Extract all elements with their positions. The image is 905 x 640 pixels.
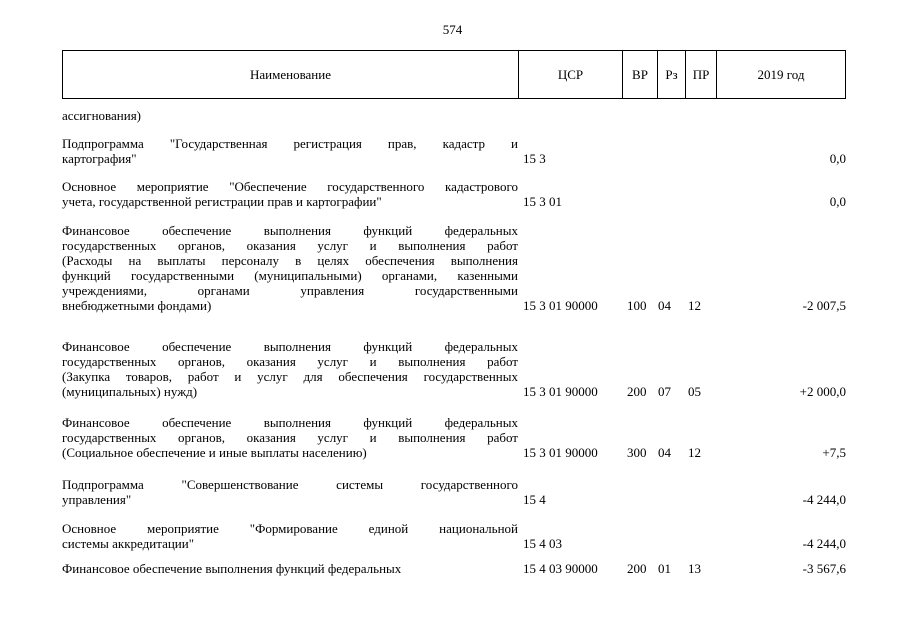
table-row	[62, 561, 846, 576]
row-csr: 15 4 03	[523, 536, 562, 551]
header-csr: ЦСР	[519, 51, 623, 98]
row-csr: 15 3 01 90000	[523, 298, 598, 313]
row-amount: 0,0	[829, 194, 846, 209]
row-amount: -2 007,5	[802, 298, 846, 313]
row-amount: -3 567,6	[802, 561, 846, 576]
row-pr: 12	[688, 445, 701, 460]
row-name-line: (муниципальных) нужд)	[62, 384, 198, 399]
row-name	[62, 415, 518, 460]
row-rz: 04	[658, 298, 671, 313]
row-vr: 200	[627, 561, 647, 576]
row-name-line: Финансовое обеспечение выполнения функций федеральных	[62, 339, 518, 354]
row-amount: +2 000,0	[799, 384, 846, 399]
row-vr: 300	[627, 445, 647, 460]
row-pr: 13	[688, 561, 701, 576]
header-year: 2019 год	[757, 66, 805, 82]
table-row	[62, 477, 846, 507]
row-name-line: (Социальное обеспечение и иные выплаты населению)	[62, 445, 367, 460]
row-name	[62, 179, 518, 209]
row-amount: -4 244,0	[802, 492, 846, 507]
row-name-line: Финансовое обеспечение выполнения функций федеральных	[62, 223, 518, 238]
row-name-line: внебюджетными фондами)	[62, 298, 212, 313]
row-name	[62, 136, 518, 166]
row-csr: 15 3 01 90000	[523, 384, 598, 399]
row-vr: 100	[627, 298, 647, 313]
row-name-line: государственных органов, оказания услуг и выполнения работ	[62, 430, 518, 445]
row-amount: +7,5	[822, 445, 846, 460]
row-name	[62, 223, 518, 313]
table-row	[62, 415, 846, 460]
row-name-line: Основное мероприятие "Формирование единой национальной	[62, 521, 518, 536]
row-csr: 15 4	[523, 492, 546, 507]
row-csr: 15 3 01 90000	[523, 445, 598, 460]
row-csr: 15 4 03 90000	[523, 561, 598, 576]
row-name-line: (Закупка товаров, работ и услуг для обеспечения государственных	[62, 369, 518, 384]
header-pr: ПР	[686, 51, 717, 98]
row-rz: 04	[658, 445, 671, 460]
row-name-line: управления"	[62, 492, 132, 507]
header-rz: Рз	[658, 51, 686, 98]
header-name: Наименование	[63, 51, 519, 98]
row-vr: 200	[627, 384, 647, 399]
row-name-line: государственных органов, оказания услуг и выполнения работ	[62, 354, 518, 369]
table-row	[62, 521, 846, 551]
row-csr: 15 3	[523, 151, 546, 166]
header-vr: ВР	[623, 51, 658, 98]
row-name	[62, 477, 518, 507]
row-name	[62, 561, 518, 576]
row-pr: 05	[688, 384, 701, 399]
row-name-line: (Расходы на выплаты персоналу в целях обеспечения выполнения	[62, 253, 518, 268]
row-name-line: картография"	[62, 151, 137, 166]
row-name-line: учреждениями, органами управления государственными	[62, 283, 518, 298]
row-name	[62, 339, 518, 399]
row-csr: 15 3 01	[523, 194, 562, 209]
row-name-line: учета, государственной регистрации прав и картографии"	[62, 194, 382, 209]
table-row	[62, 179, 846, 209]
row-amount: -4 244,0	[802, 536, 846, 551]
row-name	[62, 521, 518, 551]
row-name	[62, 108, 518, 123]
row-name-line: Основное мероприятие "Обеспечение государственного кадастрового	[62, 179, 518, 194]
row-amount: 0,0	[829, 151, 846, 166]
table-header	[62, 50, 846, 99]
table-row	[62, 223, 846, 313]
row-name-line: системы аккредитации"	[62, 536, 195, 551]
row-name-line: Финансовое обеспечение выполнения функций федеральных	[62, 561, 402, 576]
row-name-line: функций государственными (муниципальными) органами, казенными	[62, 268, 518, 283]
row-rz: 07	[658, 384, 671, 399]
page-number: 574	[442, 22, 463, 37]
row-name-line: государственных органов, оказания услуг и выполнения работ	[62, 238, 518, 253]
row-name-line: ассигнования)	[62, 108, 142, 123]
table-row	[62, 108, 846, 123]
row-name-line: Подпрограмма "Государственная регистрация прав, кадастр и	[62, 136, 518, 151]
table-row	[62, 136, 846, 166]
table-row	[62, 339, 846, 399]
row-name-line: Финансовое обеспечение выполнения функций федеральных	[62, 415, 518, 430]
row-pr: 12	[688, 298, 701, 313]
row-rz: 01	[658, 561, 671, 576]
row-name-line: Подпрограмма "Совершенствование системы государственного	[62, 477, 518, 492]
